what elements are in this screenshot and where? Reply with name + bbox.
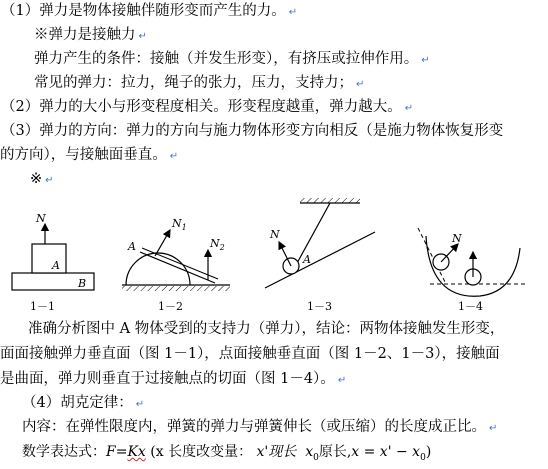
- para-line-1: 准确分析图中 A 物体受到的支持力（弹力），结论：两物体接触发生形变，: [28, 321, 505, 337]
- label-a: A: [52, 259, 60, 272]
- label-n4: N: [452, 232, 462, 245]
- rod-edge: [142, 248, 218, 279]
- para-line-2: 面面接触弹力垂直面（图 1－1），点面接触垂直面（图 1－2、1－3），接触面: [0, 346, 500, 362]
- string: [296, 203, 330, 265]
- return-mark-icon: ↵: [288, 7, 298, 18]
- incline: [265, 232, 375, 288]
- label-n3: N: [270, 228, 280, 241]
- caption-1-1: 1－1: [30, 300, 55, 313]
- text-line-2: ※弹力是接触力 ↵: [34, 27, 147, 43]
- ground-hatch: [122, 286, 230, 291]
- para-line-5: 内容：在弹性限度内，弹簧的弹力与弹簧伸长（或压缩）的长度成正比。 ↵: [22, 419, 498, 435]
- formula-x0-sub: 0: [313, 452, 319, 463]
- formula-xnow: x'现长: [256, 444, 297, 460]
- return-mark-icon: ↵: [356, 79, 365, 90]
- formula-line: [22, 443, 431, 467]
- text-line-1: （1）弹力是物体接触伴随形变而产生的力。 ↵: [1, 3, 298, 19]
- formula-lead: 数学表达式：: [22, 444, 106, 460]
- return-mark-icon: ↵: [421, 55, 430, 66]
- label-a2: A: [128, 240, 136, 253]
- force-arrow-1: [441, 244, 458, 262]
- return-mark-icon: ↵: [337, 375, 347, 386]
- para-line-4: （4）胡克定律： ↵: [22, 395, 145, 411]
- force-n1-arrow: [155, 230, 170, 256]
- return-mark-icon: ↵: [45, 175, 54, 186]
- diagram-1-2: [122, 217, 230, 313]
- formula-close: ): [425, 444, 432, 460]
- label-n2: $N_2$: [210, 237, 225, 252]
- formula-f: F=: [106, 444, 128, 460]
- return-mark-icon: ↵: [138, 31, 147, 42]
- para-line-3: 是曲面，弹力则垂直于过接触点的切面（图 1－4）。 ↵: [0, 371, 347, 387]
- text-line-5: （2）弹力的大小与形变程度相关。形变程度越重，弹力越大。 ↵: [1, 99, 414, 115]
- text-line-4: 常见的弹力：拉力，绳子的张力，压力，支持力； ↵: [34, 75, 365, 91]
- caption-1-4: 1－4: [458, 300, 483, 313]
- return-mark-icon: ↵: [169, 151, 179, 162]
- text-line-3: 弹力产生的条件：接触（并发生形变），有挤压或拉伸作用。 ↵: [34, 51, 430, 67]
- block-a: [32, 244, 66, 273]
- text-line-7: 的方向），与接触面垂直。 ↵: [0, 147, 179, 163]
- diagram-1-1: [12, 212, 94, 313]
- text-line-6: （3）弹力的方向：弹力的方向与施力物体形变方向相反（是施力物体恢复形变: [1, 123, 504, 139]
- label-b: B: [78, 277, 87, 290]
- label-a3: A: [303, 253, 311, 266]
- return-mark-icon: ↵: [489, 423, 498, 434]
- diagram-1-3: [265, 198, 375, 313]
- caption-1-2: 1－2: [158, 300, 183, 313]
- caption-1-3: 1－3: [307, 300, 332, 313]
- formula-explain: (x 长度改变量：: [150, 444, 253, 460]
- return-mark-icon: ↵: [135, 399, 145, 410]
- formula-kx: Kx: [127, 444, 146, 460]
- label-n: N: [36, 212, 46, 225]
- label-n1: $N_1$: [172, 217, 187, 232]
- formula-eq: x = x' − x: [351, 444, 421, 460]
- diagram-1-4: [418, 228, 525, 313]
- ceiling-hatch: [300, 198, 360, 203]
- force-diagrams: [0, 196, 548, 318]
- formula-x0-rest: 原长,: [318, 444, 352, 460]
- return-mark-icon: ↵: [404, 103, 414, 114]
- text-line-8: ※ ↵: [30, 171, 54, 187]
- rod: [140, 252, 215, 283]
- formula-eq-sub: 0: [420, 452, 426, 463]
- formula-x0: x: [305, 444, 314, 460]
